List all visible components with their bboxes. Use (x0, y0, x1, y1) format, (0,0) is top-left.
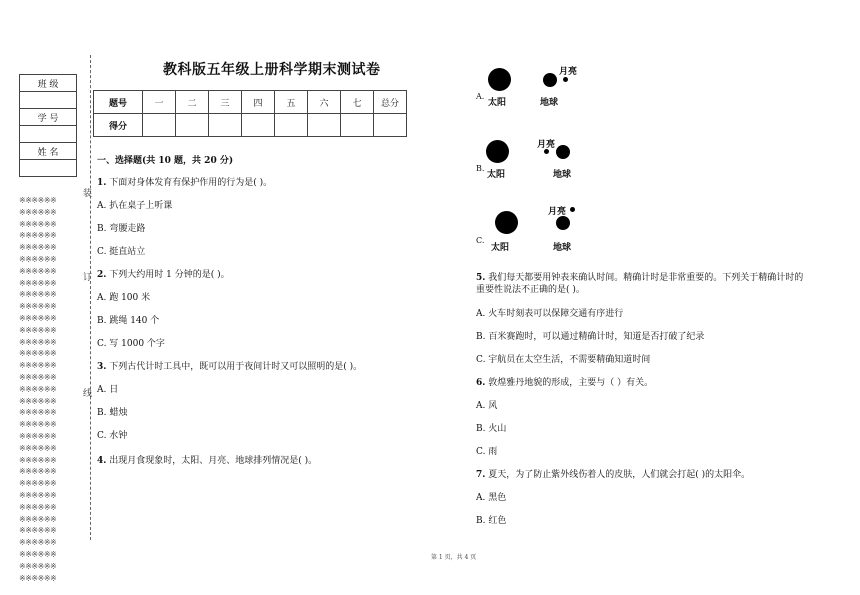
diagram-option-letter[interactable]: C. (476, 236, 485, 245)
question-number: 7. (476, 470, 486, 480)
score-col: 五 (275, 91, 308, 114)
sun-icon (495, 211, 518, 234)
score-col: 二 (176, 91, 209, 114)
earth-label: 地球 (553, 243, 572, 253)
cut-label-ding: 订 (83, 273, 93, 283)
option[interactable]: C. 挺直站立 (97, 247, 146, 257)
option[interactable]: B. 百米赛跑时，可以通过精确计时，知道是否打破了纪录 (476, 332, 705, 342)
score-table (93, 90, 407, 137)
score-col: 六 (308, 91, 341, 114)
score-cell[interactable] (341, 114, 374, 137)
section-heading: 一、选择题(共 10 题，共 20 分) (97, 156, 234, 166)
earth-icon (556, 145, 570, 159)
question-1 (97, 175, 272, 188)
option[interactable]: A. 黑色 (476, 493, 507, 503)
option[interactable]: A. 扒在桌子上听课 (97, 201, 173, 211)
question-number: 6. (476, 378, 486, 388)
question-6 (476, 375, 653, 388)
sun-label: 太阳 (488, 98, 507, 108)
question-text: 下列大约用时 1 分钟的是( )。 (109, 270, 230, 280)
score-cell[interactable] (242, 114, 275, 137)
page-footer: 第 1 页，共 4 页 (431, 554, 477, 561)
question-number: 4. (97, 456, 107, 466)
sun-label: 太阳 (487, 170, 506, 180)
diagram-option-letter[interactable]: A. (476, 92, 485, 101)
score-cell[interactable] (374, 114, 407, 137)
question-text: 我们每天都要用钟表来确认时间。精确计时是非常重要的。下列关于精确计时的 (488, 273, 804, 283)
option[interactable]: A. 跑 100 米 (97, 293, 151, 303)
option[interactable]: C. 写 1000 个字 (97, 339, 165, 349)
question-4 (97, 453, 317, 466)
question-text: 敦煌雅丹地貌的形成，主要与（ ）有关。 (488, 378, 654, 388)
score-col: 总分 (374, 91, 407, 114)
option[interactable]: A. 日 (97, 385, 119, 395)
option[interactable]: B. 弯腰走路 (97, 224, 146, 234)
name-label: 姓 名 (20, 143, 77, 160)
question-number: 5. (476, 273, 486, 283)
moon-icon (563, 77, 568, 82)
question-number: 2. (97, 270, 107, 280)
option[interactable]: C. 雨 (476, 447, 498, 457)
option[interactable]: B. 红色 (476, 516, 507, 526)
student-info-table (19, 74, 77, 177)
option[interactable]: B. 蜡烛 (97, 408, 128, 418)
page-title: 教科版五年级上册科学期末测试卷 (163, 62, 381, 78)
sun-label: 太阳 (491, 243, 510, 253)
cut-line (90, 55, 91, 540)
question-7 (476, 467, 750, 480)
question-number: 1. (97, 178, 107, 188)
score-col: 一 (143, 91, 176, 114)
earth-icon (543, 73, 557, 87)
option[interactable]: A. 火车时刻表可以保障交通有序进行 (476, 309, 624, 319)
option[interactable]: A. 风 (476, 401, 498, 411)
score-header-label: 题号 (94, 91, 143, 114)
moon-label: 月亮 (537, 140, 556, 150)
earth-icon (556, 216, 570, 230)
option[interactable]: C. 水钟 (97, 431, 128, 441)
question-text: 出现月食现象时，太阳、月亮、地球排列情况是( )。 (109, 456, 318, 466)
diagram-option-letter[interactable]: B. (476, 164, 485, 173)
score-cell[interactable] (308, 114, 341, 137)
question-3 (97, 359, 362, 372)
question-2 (97, 267, 230, 280)
cut-label-xian: 线 (83, 389, 93, 399)
option[interactable]: C. 宇航员在太空生活，不需要精确知道时间 (476, 355, 651, 365)
score-cell[interactable] (143, 114, 176, 137)
question-text: 下面对身体发育有保护作用的行为是( )。 (109, 178, 273, 188)
option[interactable]: B. 火山 (476, 424, 507, 434)
class-field[interactable] (20, 92, 77, 109)
question-text: 下列古代计时工具中，既可以用于夜间计时又可以照明的是( )。 (109, 362, 363, 372)
sun-icon (486, 140, 509, 163)
score-col: 四 (242, 91, 275, 114)
question-5-cont: 重要性说法不正确的是( )。 (476, 285, 585, 295)
moon-icon (570, 207, 575, 212)
sun-icon (488, 68, 511, 91)
score-cell[interactable] (209, 114, 242, 137)
score-row-label: 得分 (94, 114, 143, 137)
score-cell[interactable] (275, 114, 308, 137)
moon-label: 月亮 (548, 207, 567, 217)
score-col: 三 (209, 91, 242, 114)
class-label: 班 级 (20, 75, 77, 92)
question-text: 夏天，为了防止紫外线伤着人的皮肤，人们就会打起( )的太阳伞。 (488, 470, 751, 480)
moon-label: 月亮 (559, 67, 578, 77)
number-label: 学 号 (20, 109, 77, 126)
option[interactable]: B. 跳绳 140 个 (97, 316, 160, 326)
hatch-pattern: ※※※※※※ ※※※※※※ ※※※※※※ ※※※※※※ ※※※※※※ ※※※※※※ ※※※※※※ ※※※※※※ ※※※※※※ ※※※※※※ ※※※※※※ ※※※※※※ ※※※※※※ ※※※※※※ ※※※※※※ ※※※※※※ ※※※※※※ ※※※※※※ ※※※※※※ ※※※※※※ ※※※※※※ ※※※※※※ ※※※※※※ ※※※※※※ ※※※※※※ ※※※※※※ ※※※※※※ ※※※※※※ ※※※※※※ ※※※※※※ ※※※※※※ ※※※※※※ ※※※※※※ (19, 196, 57, 581)
score-col: 七 (341, 91, 374, 114)
question-number: 3. (97, 362, 107, 372)
number-field[interactable] (20, 126, 77, 143)
earth-label: 地球 (540, 98, 559, 108)
cut-label-zhuang: 装 (83, 189, 93, 199)
name-field[interactable] (20, 160, 77, 177)
score-cell[interactable] (176, 114, 209, 137)
earth-label: 地球 (553, 170, 572, 180)
